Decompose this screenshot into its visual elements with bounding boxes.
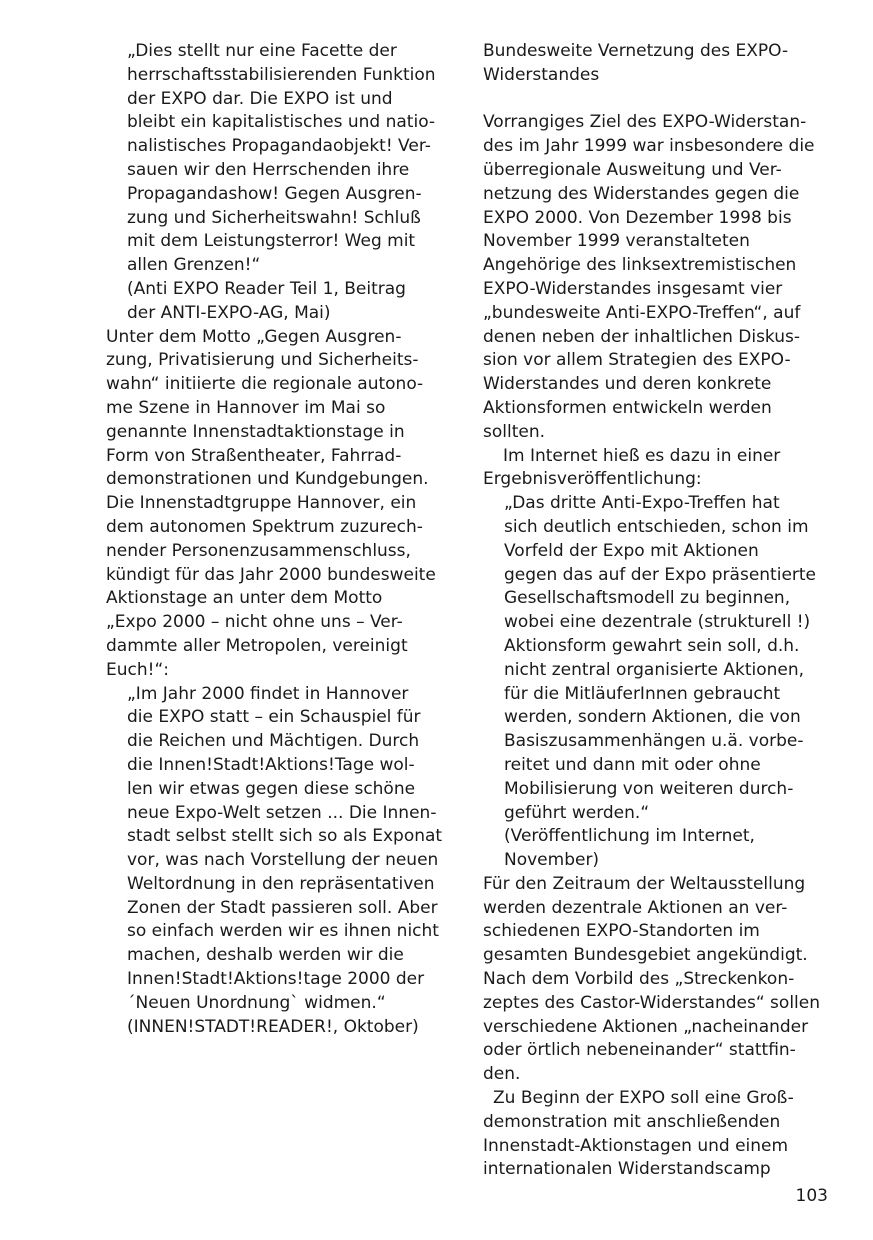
quote-source <box>106 1016 451 1040</box>
quote-line: len wir etwas gegen diese schöne <box>127 778 416 799</box>
paragraph-line: sollten. <box>483 421 546 442</box>
left-column <box>106 40 451 1039</box>
spacer <box>483 88 828 112</box>
paragraph-line: demonstration mit anschließenden <box>483 1111 781 1132</box>
quote-innenstadt <box>106 683 451 1016</box>
quote-line: werden, sondern Aktionen, die von <box>504 707 801 728</box>
quote-line: herrschaftsstabilisierenden Funktion <box>127 64 436 85</box>
quote-source <box>106 278 451 326</box>
body-paragraph <box>483 873 828 1087</box>
source-line: der ANTI-EXPO-AG, Mai) <box>127 302 331 323</box>
paragraph-line: gesamten Bundesgebiet angekündigt. <box>483 945 808 966</box>
quote-source <box>483 825 828 873</box>
right-column <box>483 40 828 1182</box>
paragraph-line: Unter dem Motto „Gegen Ausgren- <box>106 326 402 347</box>
paragraph-line: Die Innenstadtgruppe Hannover, ein <box>106 493 417 514</box>
quote-line: allen Grenzen!“ <box>127 255 261 276</box>
quote-line: gegen das auf der Expo präsentierte <box>504 564 817 585</box>
quote-line: „Im Jahr 2000 findet in Hannover <box>127 683 409 704</box>
paragraph-line: dem autonomen Spektrum zuzurech- <box>106 516 423 537</box>
quote-line: Aktionsform gewahrt sein soll, d.h. <box>504 635 800 656</box>
paragraph-line: zung, Privatisierung und Sicherheits- <box>106 350 419 371</box>
quote-line: Basiszusammenhängen u.ä. vorbe- <box>504 731 804 752</box>
quote-line: die Reichen und Mächtigen. Durch <box>127 731 420 752</box>
body-paragraph <box>483 445 828 493</box>
quote-line: Innen!Stadt!Aktions!tage 2000 der <box>127 969 425 990</box>
paragraph-line: Aktionsformen entwickeln werden <box>483 397 772 418</box>
quote-line: so einfach werden wir es ihnen nicht <box>127 921 439 942</box>
quote-line: wobei eine dezentrale (strukturell !) <box>504 612 811 633</box>
page-number: 103 <box>795 1186 828 1206</box>
paragraph-line: werden dezentrale Aktionen an ver- <box>483 897 788 918</box>
quote-line: Vorfeld der Expo mit Aktionen <box>504 540 759 561</box>
paragraph-line: überregionale Ausweitung und Ver- <box>483 159 782 180</box>
source-line: (Anti EXPO Reader Teil 1, Beitrag <box>127 278 406 299</box>
paragraph-line: Innenstadt-Aktionstagen und einem <box>483 1135 789 1156</box>
quote-line: machen, deshalb werden wir die <box>127 945 404 966</box>
paragraph-line: Euch!“: <box>106 659 169 680</box>
quote-line: reitet und dann mit oder ohne <box>504 754 761 775</box>
quote-line: Gesellschaftsmodell zu beginnen, <box>504 588 791 609</box>
paragraph-line: internationalen Widerstandscamp <box>483 1159 771 1180</box>
section-heading <box>483 40 828 88</box>
quote-line: mit dem Leistungsterror! Weg mit <box>127 231 416 252</box>
paragraph-line: Nach dem Vorbild des „Streckenkon- <box>483 969 795 990</box>
quote-line: Zonen der Stadt passieren soll. Aber <box>127 897 438 918</box>
quote-line: vor, was nach Vorstellung der neuen <box>127 850 439 871</box>
quote-line: nicht zentral organisierte Aktionen, <box>504 659 805 680</box>
quote-line: der EXPO dar. Die EXPO ist und <box>127 88 393 109</box>
paragraph-line: sion vor allem Strategien des EXPO- <box>483 350 791 371</box>
paragraph-line: wahn“ initiierte die regionale autono- <box>106 374 424 395</box>
heading-line: Widerstandes <box>483 64 600 85</box>
body-paragraph <box>483 1087 828 1182</box>
source-line: (Veröffentlichung im Internet, <box>504 826 755 847</box>
paragraph-line: schiedenen EXPO-Standorten im <box>483 921 760 942</box>
quote-line: sich deutlich entschieden, schon im <box>504 516 809 537</box>
paragraph-line: EXPO-Widerstandes insgesamt vier <box>483 278 783 299</box>
quote-expo-ag <box>106 40 451 278</box>
paragraph-line: verschiedene Aktionen „nacheinander <box>483 1016 809 1037</box>
quote-line: die EXPO statt – ein Schauspiel für <box>127 707 421 728</box>
quote-line: „Dies stellt nur eine Facette der <box>127 41 397 61</box>
paragraph-line: Ergebnisveröffentlichung: <box>483 469 702 490</box>
source-line: November) <box>504 850 600 871</box>
quote-line: neue Expo-Welt setzen ... Die Innen- <box>127 802 437 823</box>
paragraph-line: des im Jahr 1999 war insbesondere die <box>483 136 815 157</box>
quote-line: zung und Sicherheitswahn! Schluß <box>127 207 421 228</box>
quote-line: „Das dritte Anti-Expo-Treffen hat <box>504 493 780 514</box>
quote-line: geführt werden.“ <box>504 802 650 823</box>
paragraph-line: oder örtlich nebeneinander“ stattfin- <box>483 1040 796 1061</box>
paragraph-line: me Szene in Hannover im Mai so <box>106 397 386 418</box>
paragraph-line: nender Personenzusammenschluss, <box>106 540 411 561</box>
paragraph-line: Form von Straßentheater, Fahrrad- <box>106 445 402 466</box>
body-paragraph <box>106 326 451 683</box>
paragraph-line: demonstrationen und Kundgebungen. <box>106 469 429 490</box>
paragraph-line: November 1999 veranstalteten <box>483 231 750 252</box>
paragraph-line: netzung des Widerstandes gegen die <box>483 183 800 204</box>
paragraph-line: Aktionstage an unter dem Motto <box>106 588 383 609</box>
paragraph-line: Im Internet hieß es dazu in einer <box>503 445 781 466</box>
paragraph-line: Für den Zeitraum der Weltausstellung <box>483 873 806 894</box>
paragraph-line: genannte Innenstadtaktionstage in <box>106 421 405 442</box>
paragraph-line: dammte aller Metropolen, vereinigt <box>106 635 408 656</box>
paragraph-line: den. <box>483 1064 521 1085</box>
quote-line: bleibt ein kapitalistisches und natio- <box>127 112 436 133</box>
quote-line: nalistisches Propagandaobjekt! Ver- <box>127 136 431 157</box>
quote-line: stadt selbst stellt sich so als Exponat <box>127 826 443 847</box>
quote-line: ´Neuen Unordnung` widmen.“ <box>127 992 386 1013</box>
quote-line: für die MitläuferInnen gebraucht <box>504 683 781 704</box>
heading-line: Bundesweite Vernetzung des EXPO- <box>483 41 789 61</box>
paragraph-line: denen neben der inhaltlichen Diskus- <box>483 326 801 347</box>
source-line: (INNEN!STADT!READER!, Oktober) <box>127 1016 419 1037</box>
paragraph-line: kündigt für das Jahr 2000 bundesweite <box>106 564 436 585</box>
paragraph-line: Angehörige des linksextremistischen <box>483 255 797 276</box>
paragraph-line: „Expo 2000 – nicht ohne uns – Ver- <box>106 612 403 633</box>
quote-line: sauen wir den Herrschenden ihre <box>127 159 410 180</box>
paragraph-line: „bundesweite Anti-EXPO-Treffen“, auf <box>483 302 801 323</box>
quote-anti-expo-treffen <box>483 492 828 825</box>
paragraph-line: Widerstandes und deren konkrete <box>483 374 772 395</box>
quote-line: die Innen!Stadt!Aktions!Tage wol- <box>127 754 415 775</box>
body-paragraph <box>483 111 828 444</box>
paragraph-line: Vorrangiges Ziel des EXPO-Widerstan- <box>483 112 807 133</box>
quote-line: Propagandashow! Gegen Ausgren- <box>127 183 422 204</box>
paragraph-line: Zu Beginn der EXPO soll eine Groß- <box>493 1088 794 1109</box>
quote-line: Mobilisierung von weiteren durch- <box>504 778 794 799</box>
paragraph-line: zeptes des Castor-Widerstandes“ sollen <box>483 992 820 1013</box>
paragraph-line: EXPO 2000. Von Dezember 1998 bis <box>483 207 792 228</box>
quote-line: Weltordnung in den repräsentativen <box>127 873 435 894</box>
